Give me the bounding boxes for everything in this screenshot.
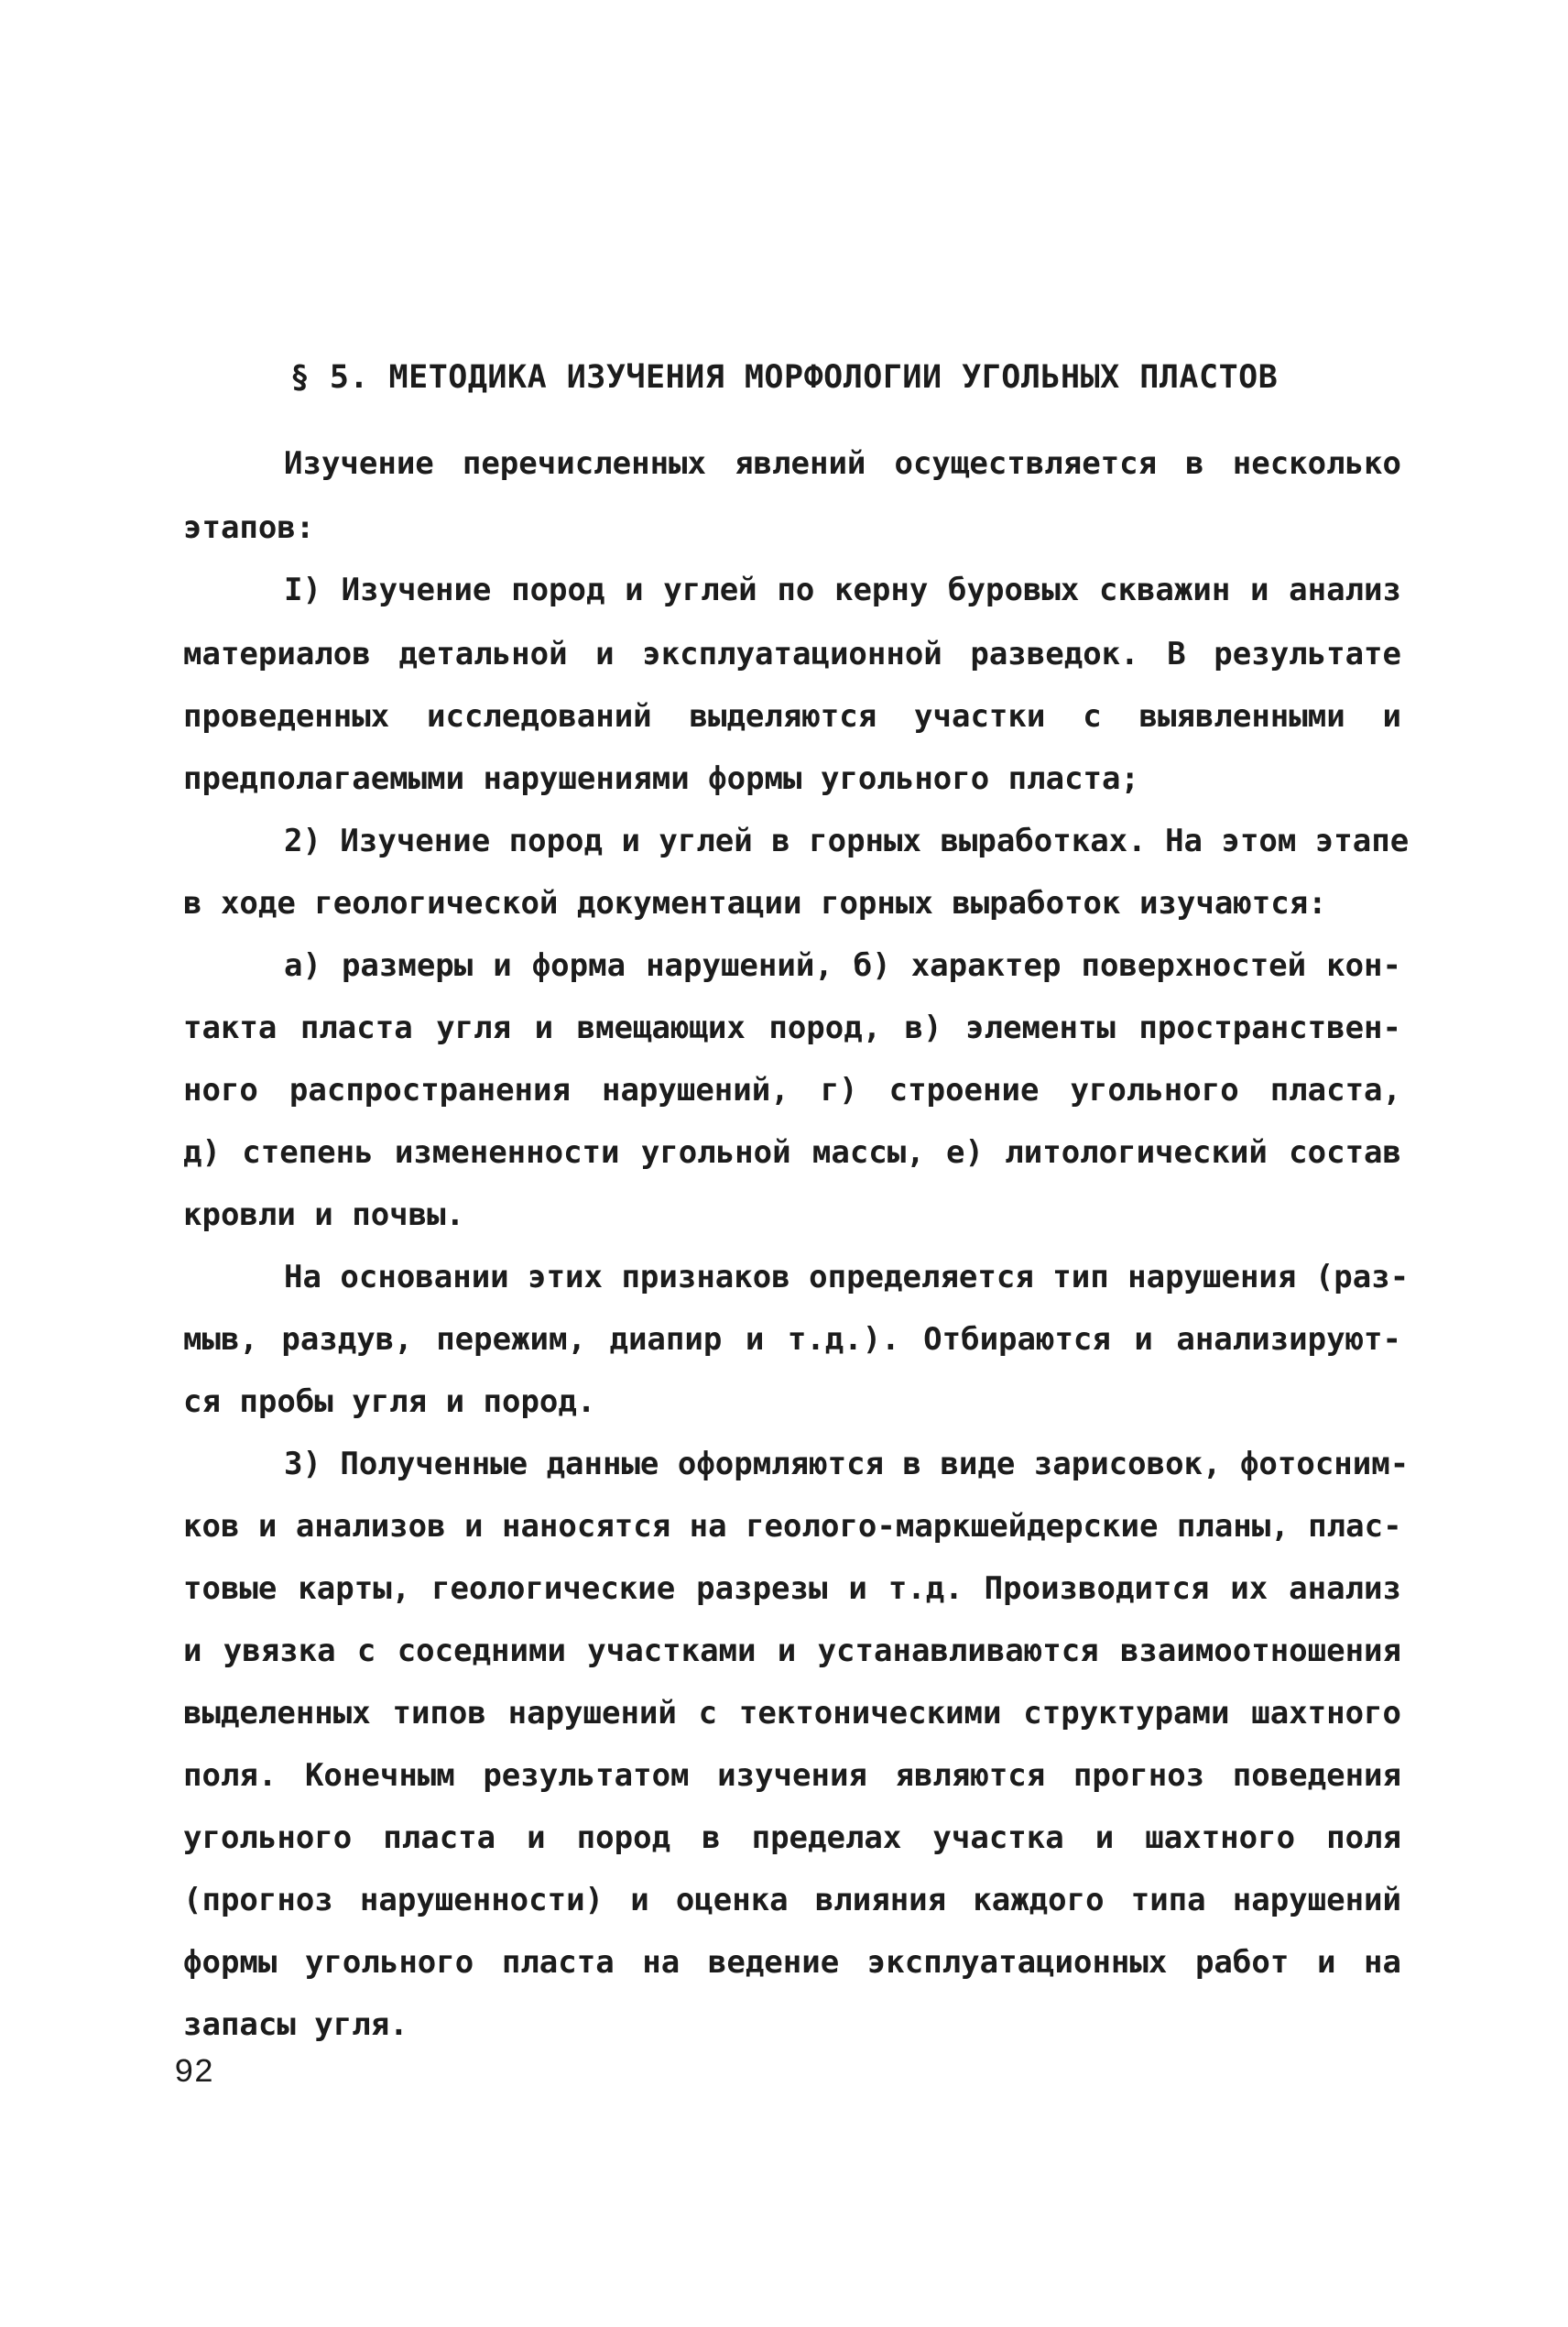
- text-line: д) степень измененности угольной массы, е) литологический состав: [183, 1134, 1401, 1171]
- text-line: выделенных типов нарушений с тектоническими структурами шахтного: [183, 1695, 1401, 1732]
- text-line: Изучение перечисленных явлений осуществляется в несколько: [284, 445, 1401, 482]
- section-heading: § 5. МЕТОДИКА ИЗУЧЕНИЯ МОРФОЛОГИИ УГОЛЬНЫХ ПЛАСТОВ: [289, 359, 1279, 396]
- text-line: проведенных исследований выделяются участки с выявленными и: [183, 698, 1401, 735]
- page-number: 92: [174, 2054, 214, 2092]
- text-line: и увязка с соседними участками и устанавливаются взаимоотношения: [183, 1633, 1401, 1669]
- text-line: ков и анализов и наносятся на геолого-маркшейдерские планы, плас-: [183, 1508, 1402, 1545]
- text-line: ного распространения нарушений, г) строение угольного пласта,: [183, 1072, 1401, 1109]
- text-line: мыв, раздув, пережим, диапир и т.д.). Отбираются и анализируют-: [183, 1321, 1401, 1358]
- text-line: поля. Конечным результатом изучения являются прогноз поведения: [183, 1757, 1401, 1794]
- text-line: 2) Изучение пород и углей в горных выработках. На этом этапе: [284, 823, 1410, 859]
- text-line: этапов:: [183, 509, 315, 546]
- text-line: запасы угля.: [183, 2006, 408, 2043]
- text-line: в ходе геологической документации горных выработок изучаются:: [183, 885, 1327, 922]
- text-line: На основании этих признаков определяется тип нарушения (раз-: [284, 1259, 1410, 1295]
- text-line: формы угольного пласта на ведение эксплуатационных работ и на: [183, 1944, 1401, 1981]
- text-line: I) Изучение пород и углей по керну буровых скважин и анализ: [284, 572, 1401, 608]
- text-line: 3) Полученные данные оформляются в виде зарисовок, фотосним-: [284, 1446, 1410, 1482]
- text-line: а) размеры и форма нарушений, б) характер поверхностей кон-: [284, 947, 1401, 984]
- text-line: (прогноз нарушенности) и оценка влияния каждого типа нарушений: [183, 1882, 1401, 1918]
- text-line: ся пробы угля и пород.: [183, 1383, 596, 1420]
- text-line: предполагаемыми нарушениями формы угольного пласта;: [183, 760, 1139, 797]
- text-line: такта пласта угля и вмещающих пород, в) элементы пространствен-: [183, 1010, 1401, 1046]
- text-line: товые карты, геологические разрезы и т.д. Производится их анализ: [183, 1570, 1401, 1607]
- text-line: кровли и почвы.: [183, 1196, 465, 1233]
- text-line: материалов детальной и эксплуатационной разведок. В результате: [183, 636, 1401, 672]
- text-line: угольного пласта и пород в пределах участка и шахтного поля: [183, 1819, 1401, 1856]
